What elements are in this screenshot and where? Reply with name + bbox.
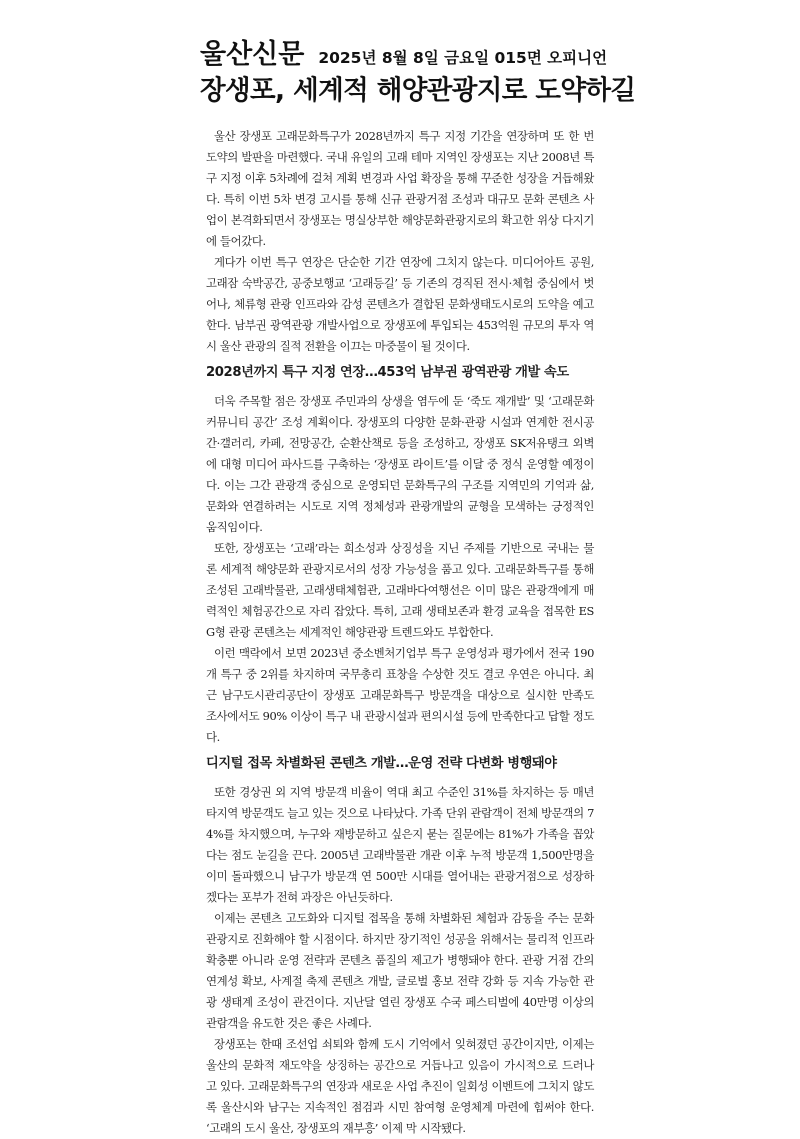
article-paragraph: 게다가 이번 특구 연장은 단순한 기간 연장에 그치지 않는다. 미디어아트 공원, 고래잠 숙박공간, 공중보행교 ‘고래등길’ 등 기존의 경직된 전시·체험 중심에서 벗어나, 체류형 관광 인프라와 감성 콘텐츠가 결합된 문화생태도시로의 도약을 예고한다. 남부권 광역관광 개발사업으로 장생포에 투입되는 453억원 규모의 투자 역시 울산 관광의 질적 전환을 이끄는 마중물이 될 것이다. [206,255,594,353]
article-subheading: 디지털 접목 차별화된 콘텐츠 개발…운영 전략 다변화 병행돼야 [206,756,557,771]
masthead [200,32,620,70]
article-paragraph: 더욱 주목할 점은 장생포 주민과의 상생을 염두에 둔 ‘죽도 재개발’ 및 ‘고래문화 커뮤니티 공간’ 조성 계획이다. 장생포의 다양한 문화·관광 시설과 연계한 전시공간·갤러리, 카페, 전망공간, 순환산책로 등을 조성하고, 장생포 SK저유탱크 외벽에 대형 미디어 파사드를 구축하는 ‘장생포 라이트’를 이달 중 정식 운영할 예정이다. 이는 그간 관광객 중심으로 운영되던 문화특구의 구조를 지역민의 기억과 삶, 문화와 연결하려는 시도로 지역 정체성과 관광개발의 균형을 모색하는 긍정적인 움직임이다. [206,394,594,534]
article-paragraph: 또한 경상권 외 지역 방문객 비율이 역대 최고 수준인 31%를 차지하는 등 매년 타지역 방문객도 늘고 있는 것으로 나타났다. 가족 단위 관람객이 전체 방문객의 74%를 차지했으며, 누구와 재방문하고 싶은지 묻는 질문에는 81%가 가족을 꼽았다는 점도 눈길을 끈다. 2005년 고래박물관 개관 이후 누적 방문객 1,500만명을 이미 돌파했으니 남구가 방문객 연 500만 시대를 열어내는 관광거점으로 성장하겠다는 포부가 전혀 과장은 아닌듯하다. [206,785,594,904]
newspaper-name: 울산신문 [200,39,305,70]
edition-info: 2025년 8월 8일 금요일 015면 오피니언 [318,49,608,67]
article-headline: 장생포, 세계적 해양관광지로 도약하길 [200,75,636,106]
article-subheading: 2028년까지 특구 지정 연장…453억 남부권 광역관광 개발 속도 [206,365,569,380]
article-paragraph: 울산 장생포 고래문화특구가 2028년까지 특구 지정 기간을 연장하며 또 한 번 도약의 발판을 마련했다. 국내 유일의 고래 테마 지역인 장생포는 지난 2008년 특구 지정 이후 5차례에 걸쳐 계획 변경과 사업 확장을 통해 꾸준한 성장을 거듭해왔다. 특히 이번 5차 변경 고시를 통해 신규 관광거점 조성과 대규모 문화 콘텐츠 사업이 본격화되면서 장생포는 명실상부한 해양문화관광지로의 확고한 위상 다지기에 들어갔다. [206,129,594,248]
article-paragraph: 또한, 장생포는 ‘고래’라는 희소성과 상징성을 지닌 주제를 기반으로 국내는 물론 세계적 해양문화 관광지로서의 성장 가능성을 품고 있다. 고래문화특구를 통해 조성된 고래박물관, 고래생태체험관, 고래바다여행선은 이미 많은 관광객에게 매력적인 체험공간으로 자리 잡았다. 특히, 고래 생태보존과 환경 교육을 접목한 ESG형 관광 콘텐츠는 세계적인 해양관광 트렌드와도 부합한다. [206,541,594,639]
article-paragraph: 이런 맥락에서 보면 2023년 중소벤처기업부 특구 운영성과 평가에서 전국 190개 특구 중 2위를 차지하며 국무총리 표창을 수상한 것도 결코 우연은 아니다. 최근 남구도시관리공단이 장생포 고래문화특구 방문객을 대상으로 실시한 만족도 조사에서도 90% 이상이 특구 내 관광시설과 편의시설 등에 만족한다고 답할 정도다. [206,646,594,744]
article-paragraph: 이제는 콘텐츠 고도화와 디지털 접목을 통해 차별화된 체험과 감동을 주는 문화관광지로 진화해야 할 시점이다. 하지만 장기적인 성공을 위해서는 물리적 인프라 확충뿐 아니라 운영 전략과 콘텐츠 품질의 제고가 병행돼야 한다. 관광 거점 간의 연계성 확보, 사계절 축제 콘텐츠 개발, 글로벌 홍보 전략 강화 등 지속 가능한 관광 생태계 조성이 관건이다. 지난달 열린 장생포 수국 페스티벌에 40만명 이상의 관람객을 유도한 것은 좋은 사례다. [206,911,594,1030]
article-paragraph: 장생포는 한때 조선업 쇠퇴와 함께 도시 기억에서 잊혀졌던 공간이지만, 이제는 울산의 문화적 재도약을 상징하는 공간으로 거듭나고 있음이 가시적으로 드러나고 있다. 고래문화특구의 연장과 새로운 사업 추진이 일회성 이벤트에 그치지 않도록 울산시와 남구는 지속적인 점검과 시민 참여형 운영체계 마련에 힘써야 한다. ‘고래의 도시 울산, 장생포의 재부흥’ 이제 막 시작됐다. [206,1037,594,1135]
article-body [206,126,594,1139]
